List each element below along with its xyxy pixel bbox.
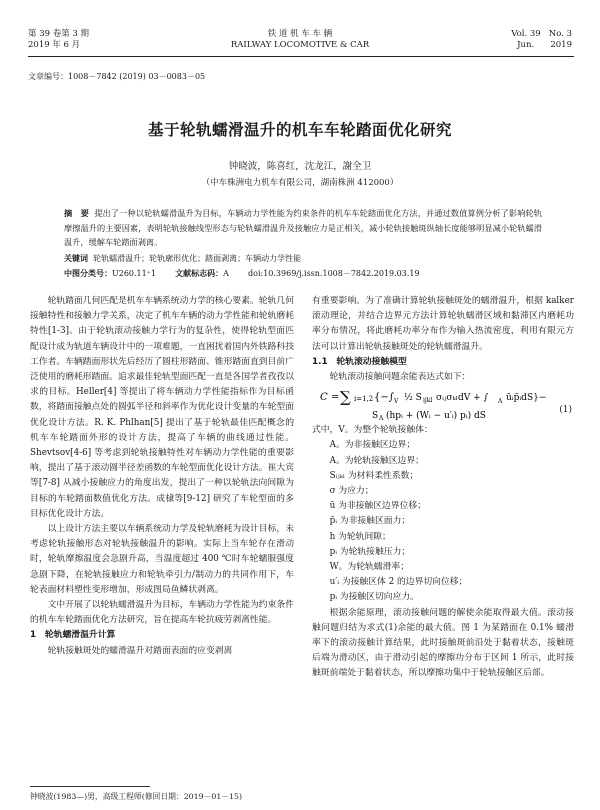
svg-text:ijkl: ijkl	[423, 397, 433, 405]
abstract-label: 摘 要	[64, 208, 89, 218]
symbol-definition: pᵢ 为轮轨接触压力；	[329, 546, 411, 557]
symbol-definition: h 为轮轨间隙；	[329, 531, 391, 542]
symbol-definition: W。为轮轨蠕滑率；	[329, 562, 410, 573]
footnote: 钟晓波(1983—)男，高级工程师(修回日期：2019－01－15)	[30, 792, 243, 801]
svg-text:A: A	[498, 398, 503, 406]
body-paragraph: 有重要影响。为了准确计算轮轨接触斑处的蠕滑温升，根据 kalker 滚动理论，并结合边界元方法计算轮轨蠕滑区域和黏滞区内磨耗功率分布情况，将此磨耗功率分布作为输入热流密度，利用有限元方法可以计算出轮轨接触斑处的轮轨蠕滑温升。	[312, 296, 574, 352]
header-rule	[28, 56, 574, 57]
svg-text:∑: ∑	[340, 388, 351, 407]
svg-text:½ S: ½ S	[404, 393, 422, 404]
section-heading-1: 1 轮轨蠕滑温升计算	[30, 630, 116, 641]
affiliation: （中车株洲电力机车有限公司，湖南株洲 412000）	[201, 178, 399, 188]
header-date-en: Jun. 2019	[517, 40, 572, 50]
svg-text:σᵢⱼσₖₗdV + ∫: σᵢⱼσₖₗdV + ∫	[436, 393, 489, 404]
body-paragraph: 轮轨踏面几何匹配是机车车辆系统动力学的核心要素。轮轨几何接触特性和接触力学关系，决定了机车车辆的动力学性能和轮轨磨耗特性[1-3]。由于轮轨滚动接触力学行为的复杂性，使得轮轨型面匹配设计成为轨道车辆设计中的一项难题，一直困扰着国内外铁路科技工作者。车辆踏面形状先后经历了圆柱形踏面、锥形踏面直到目前广泛使用的磨耗形踏面。追求最佳轮轨型面匹配一直是各国学者孜孜以求的目标。Heller[4] 等提出了将车辆动力学性能指标作为目标函数，将踏面接触点处的圆弧半径和斜率作为优化设计变量的车轮型面优化设计方法。R. K. Phlhan[5] 提出了基于轮轨最佳匹配概念的机车车轮踏面外形的设计方法，提高了车辆的曲线通过性能。Shevtsov[4-6] 等考虑到轮轨接触特性对车辆动力学性能的重要影响，提出了基于滚动圆半径差函数的车轮型面优化设计方法。崔大宾等[7-8] 从减小接触应力的角度出发，提出了一种以轮轨法向间隙为目标的车轮踏面数值优化方法。成棣等[9-12] 研究了车轮型面的多目标优化设计方法。	[30, 296, 294, 519]
symbol-definition: Sᵢⱼₖₗ 为材料柔性系数；	[329, 470, 419, 481]
keywords-text: 轮轨蠕滑温升；轮轨廓形优化；踏面剥离；车辆动力学性能	[93, 254, 302, 263]
svg-text:i=1,2: i=1,2	[354, 395, 374, 404]
equation-1-graphic	[312, 385, 574, 423]
body-paragraph: 根据余能原理，滚动接触问题的解使余能取得最大值。滚动接触问题归结为求式(1)余能的最大值。图 1 为某踏面在 0.1% 蠕滑率下的滚动接触计算结果，此时接触斑前沿处于黏着状态，接触斑后端为滑动区，由于滑动引起的摩擦功分布于区间 1 所示，此时接触斑前端处于黏着状态，所以摩擦功集中于轮轨接触区后部。	[312, 607, 574, 679]
svg-text:A: A	[379, 415, 384, 423]
header-journal-en: RAILWAY LOCOMOTIVE & CAR	[230, 40, 370, 50]
svg-text:ūᵢp̄ᵢdS}−: ūᵢp̄ᵢdS}−	[506, 393, 547, 404]
header-journal-cn: 铁 道 机 车 车 辆	[267, 29, 333, 39]
author-list: 钟晓波，陈喜红，沈龙江，謝全卫	[228, 161, 372, 172]
clc-label: 中图分类号：	[64, 269, 112, 278]
svg-text:S: S	[372, 411, 379, 422]
abstract	[64, 206, 542, 250]
header-volume-cn: 第 39 卷第 3 期	[28, 29, 90, 39]
body-paragraph: 以上设计方法主要以车辆系统动力学及轮轨磨耗为设计目标，未考虑轮轨接触形态对轮轨接触温升的影响。实际上当车轮存在滑动时，轮轨摩擦温度会急剧升高，当温度超过 400 ℃时车轮蠕服强度急剧下降，在轮轨接触应力和轮轨牵引力/制动力的共同作用下，车轮表面材料塑性变形增加，形成图局鱼鳞状剥离。	[30, 524, 294, 595]
body-paragraph: 文中开展了以轮轨蠕滑温升为目标，车辆动力学性能为约束条件的机车车轮踏面优化方法研究，旨在提高车轮抗疲劳剥离性能。	[30, 600, 294, 626]
header-vol-en: Vol. 39 No. 3	[511, 29, 572, 39]
header-volume-en	[511, 29, 572, 51]
article-number: 文章编号：1008－7842 (2019) 03－0083－05	[28, 72, 206, 81]
doc-code-value: A	[223, 269, 229, 278]
doi: doi:10.3969/j.issn.1008－7842.2019.03.19	[248, 269, 420, 278]
symbol-definition: A。为非接触区边界；	[329, 440, 416, 451]
symbol-definition: pᵢ 为接触区切向应力。	[329, 592, 419, 603]
svg-text:C =: C =	[320, 392, 340, 404]
body-paragraph: 轮轨滚动接触问题余能表达式如下：	[329, 372, 471, 383]
symbol-definition: ū 为非接触区边界位移；	[329, 501, 427, 512]
symbol-definition: σ 为应力；	[329, 486, 374, 497]
footnote-rule	[30, 786, 150, 787]
svg-text:V: V	[394, 398, 399, 406]
header-journal	[0, 29, 600, 51]
symbol-definition: p̄ᵢ 为非接触区面力；	[329, 516, 411, 527]
equation-where: 式中，V。为整个轮轨接触体：	[312, 425, 433, 436]
equation-1	[312, 385, 574, 423]
classification	[64, 268, 420, 280]
section-heading-1-1: 1.1 轮轨滚动接触模型	[312, 356, 407, 367]
svg-text:{−∫: {−∫	[374, 392, 394, 404]
svg-text:(hpᵢ + (Wᵢ − u′ᵢ) pᵢ) dS: (hpᵢ + (Wᵢ − u′ᵢ) pᵢ) dS	[386, 411, 486, 422]
right-column	[312, 294, 574, 788]
paper-title: 基于轮轨蠕滑温升的机车车轮踏面优化研究	[147, 121, 452, 139]
symbol-definition: A。为轮轨接触区边界；	[329, 455, 424, 466]
keywords-label: 关键词	[64, 254, 88, 263]
abstract-text: 提出了一种以轮轨蠕滑温升为目标，车辆动力学性能为约束条件的机车车轮踏面优化方法，并通过数值算例分析了影响轮轨摩擦温升的主要因素，表明轮轨接触线型形态与轮轨蠕滑温升及接触应力是正相关，减小轮轨接触斑纵轴长度能够明显减小轮轨蠕滑温升，缓解车轮踏面剥离。	[64, 208, 542, 247]
symbol-definition: u′ᵢ 为接触区体 2 的边界切向位移；	[329, 577, 468, 588]
body-paragraph: 轮轨接触斑处的蠕滑温升对踏面表面的应变剥离	[47, 645, 233, 656]
clc-value: U260.11⁺1	[112, 269, 157, 278]
symbol-definitions	[312, 438, 574, 605]
equation-1-number: (1)	[559, 405, 572, 416]
left-column	[30, 294, 294, 788]
keywords	[64, 253, 301, 265]
doc-code-label: 文献标志码：	[175, 269, 224, 278]
header-date-cn: 2019 年 6 月	[28, 40, 81, 50]
